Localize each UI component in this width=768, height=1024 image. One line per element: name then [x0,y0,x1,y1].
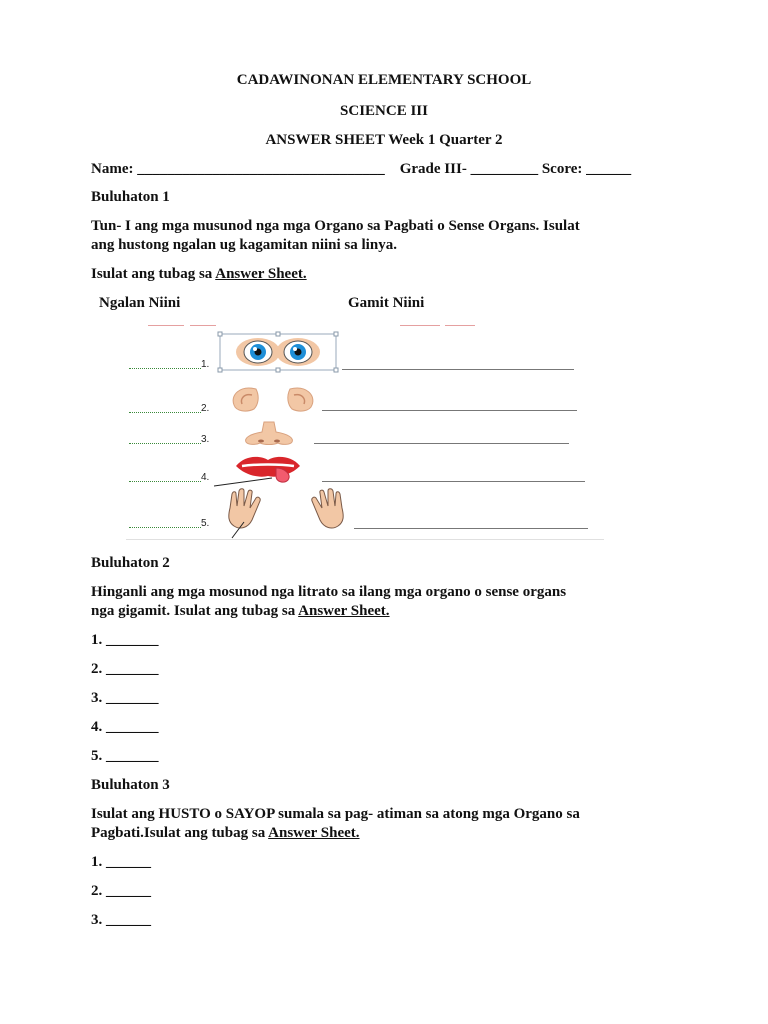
answer-sheet-link: Answer Sheet. [268,825,360,841]
activity2-answer-2[interactable]: 2. _______ [91,661,159,677]
activity1-instruction-2: ang hustong ngalan ug kagamitan niini sa linya. [91,237,397,253]
decor-mark [445,325,475,326]
nose-icon [234,420,304,446]
instruction-prefix: nga gigamit. Isulat ang tubag sa [91,603,296,619]
activity3-instruction-1: Isulat ang HUSTO o SAYOP sumala sa pag- atiman sa atong mga Organo sa [91,806,580,822]
name-answer-line[interactable] [129,481,201,482]
name-answer-line[interactable] [129,443,201,444]
item-number: 2. [201,403,210,414]
name-answer-line[interactable] [129,368,201,369]
page-title: ANSWER SHEET Week 1 Quarter 2 [265,132,503,148]
activity2-answer-5[interactable]: 5. _______ [91,748,159,764]
activity3-instruction-2 [91,825,360,842]
ears-icon [228,385,318,415]
score-field[interactable]: ______ [586,161,632,177]
instruction-prefix: Pagbati.Isulat ang tubag sa [91,825,266,841]
item-number: 1. [201,359,210,370]
school-name: CADAWINONAN ELEMENTARY SCHOOL [236,72,532,88]
activity3-heading: Buluhaton 3 [91,777,170,793]
name-answer-line[interactable] [129,527,201,528]
eyes-icon [218,332,338,372]
use-answer-line[interactable] [342,369,574,370]
column-name-header: Ngalan Niini [99,295,181,311]
decor-mark [148,325,184,326]
activity2-answer-1[interactable]: 1. _______ [91,632,159,648]
divider [126,539,604,540]
hands-icon [222,488,352,538]
activity2-heading: Buluhaton 2 [91,555,170,571]
decor-mark [190,325,216,326]
activity2-instruction-2 [91,603,390,620]
decor-mark [400,325,440,326]
item-number: 3. [201,434,210,445]
use-answer-line[interactable] [314,443,569,444]
activity3-answer-1[interactable]: 1. ______ [91,854,151,870]
use-answer-line[interactable] [322,481,585,482]
write-prefix: Isulat ang tubag sa [91,266,213,282]
use-answer-line[interactable] [322,410,577,411]
grade-field[interactable]: _________ [470,161,539,177]
grade-label: Grade III- [399,161,467,177]
item-number: 5. [201,518,210,529]
activity2-answer-3[interactable]: 3. _______ [91,690,159,706]
answer-sheet-link: Answer Sheet. [215,266,307,282]
activity3-answer-3[interactable]: 3. ______ [91,912,151,928]
use-answer-line[interactable] [354,528,588,529]
name-field[interactable]: _________________________________ [137,161,385,177]
score-label: Score: [541,161,583,177]
item-number: 4. [201,472,210,483]
subject-title: SCIENCE III [340,103,428,119]
activity2-instruction-1: Hinganli ang mga mosunod nga litrato sa ilang mga organo o sense organs [91,584,567,600]
activity3-answer-2[interactable]: 2. ______ [91,883,151,899]
activity2-answer-4[interactable]: 4. _______ [91,719,159,735]
info-line [91,161,631,178]
activity1-instruction-1: Tun- I ang mga musunod nga mga Organo sa Pagbati o Sense Organs. Isulat [91,218,580,234]
column-use-header: Gamit Niini [348,295,425,311]
activity1-write-line [91,266,307,283]
activity1-heading: Buluhaton 1 [91,189,170,205]
answer-sheet-link: Answer Sheet. [298,603,390,619]
tongue-icon [232,452,312,486]
name-label: Name: [91,161,134,177]
name-answer-line[interactable] [129,412,201,413]
